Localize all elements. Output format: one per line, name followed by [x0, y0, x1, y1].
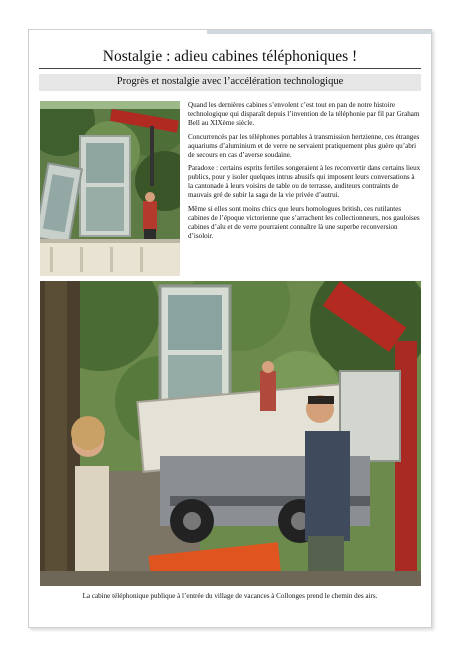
- article-subtitle: Progrès et nostalgie avec l’accélération technologique: [116, 76, 344, 87]
- title-underline: [39, 68, 421, 69]
- top-rule: [207, 30, 431, 34]
- paragraph-2: Concurrencés par les téléphones portables à transmission hertzienne, ces étranges aquariums d’aluminium et de verre ne servaient pratiquement plus guère qu’abri de secours en cas d’averse soudaine.: [188, 132, 420, 159]
- article-title: Nostalgie : adieu cabines téléphoniques !: [102, 48, 358, 65]
- paragraph-1: Quand les dernières cabines s’envolent c’est tout en pan de notre histoire technologique qui disparaît depuis l’invention de la téléphonie par fil par Graham Bell au XIXème siècle.: [188, 101, 420, 127]
- truck-crane-photo: [40, 281, 421, 586]
- phone-booth-lift-photo: [40, 101, 180, 276]
- article-body: [188, 101, 421, 246]
- document-page: [28, 29, 432, 628]
- paragraph-3: Paradoxe : certains esprits fertiles songeraient à les reconvertir dans certains lieux publics, pour y isoler quelques intrus abusifs qui imposent leurs conversations à la cantonade à leurs voisins de table ou de terrasse, auditeurs contraints de mauvais gré de subir la saga de la vie privée d’autrui.: [188, 164, 421, 200]
- paragraph-4: Même si elles sont moins chics que leurs homologues british, ces rutilantes cabines de l’époque victorienne que s’arrachent les collectionneurs, nos gauloises cabines d’alu et de verre pourraient connaître là une superbe reconversion d’isoloir.: [188, 205, 420, 240]
- subtitle-bar: [39, 74, 421, 91]
- photo-caption: La cabine téléphonique publique à l’entrée du village de vacances à Collonges prend le chemin des airs.: [82, 592, 378, 600]
